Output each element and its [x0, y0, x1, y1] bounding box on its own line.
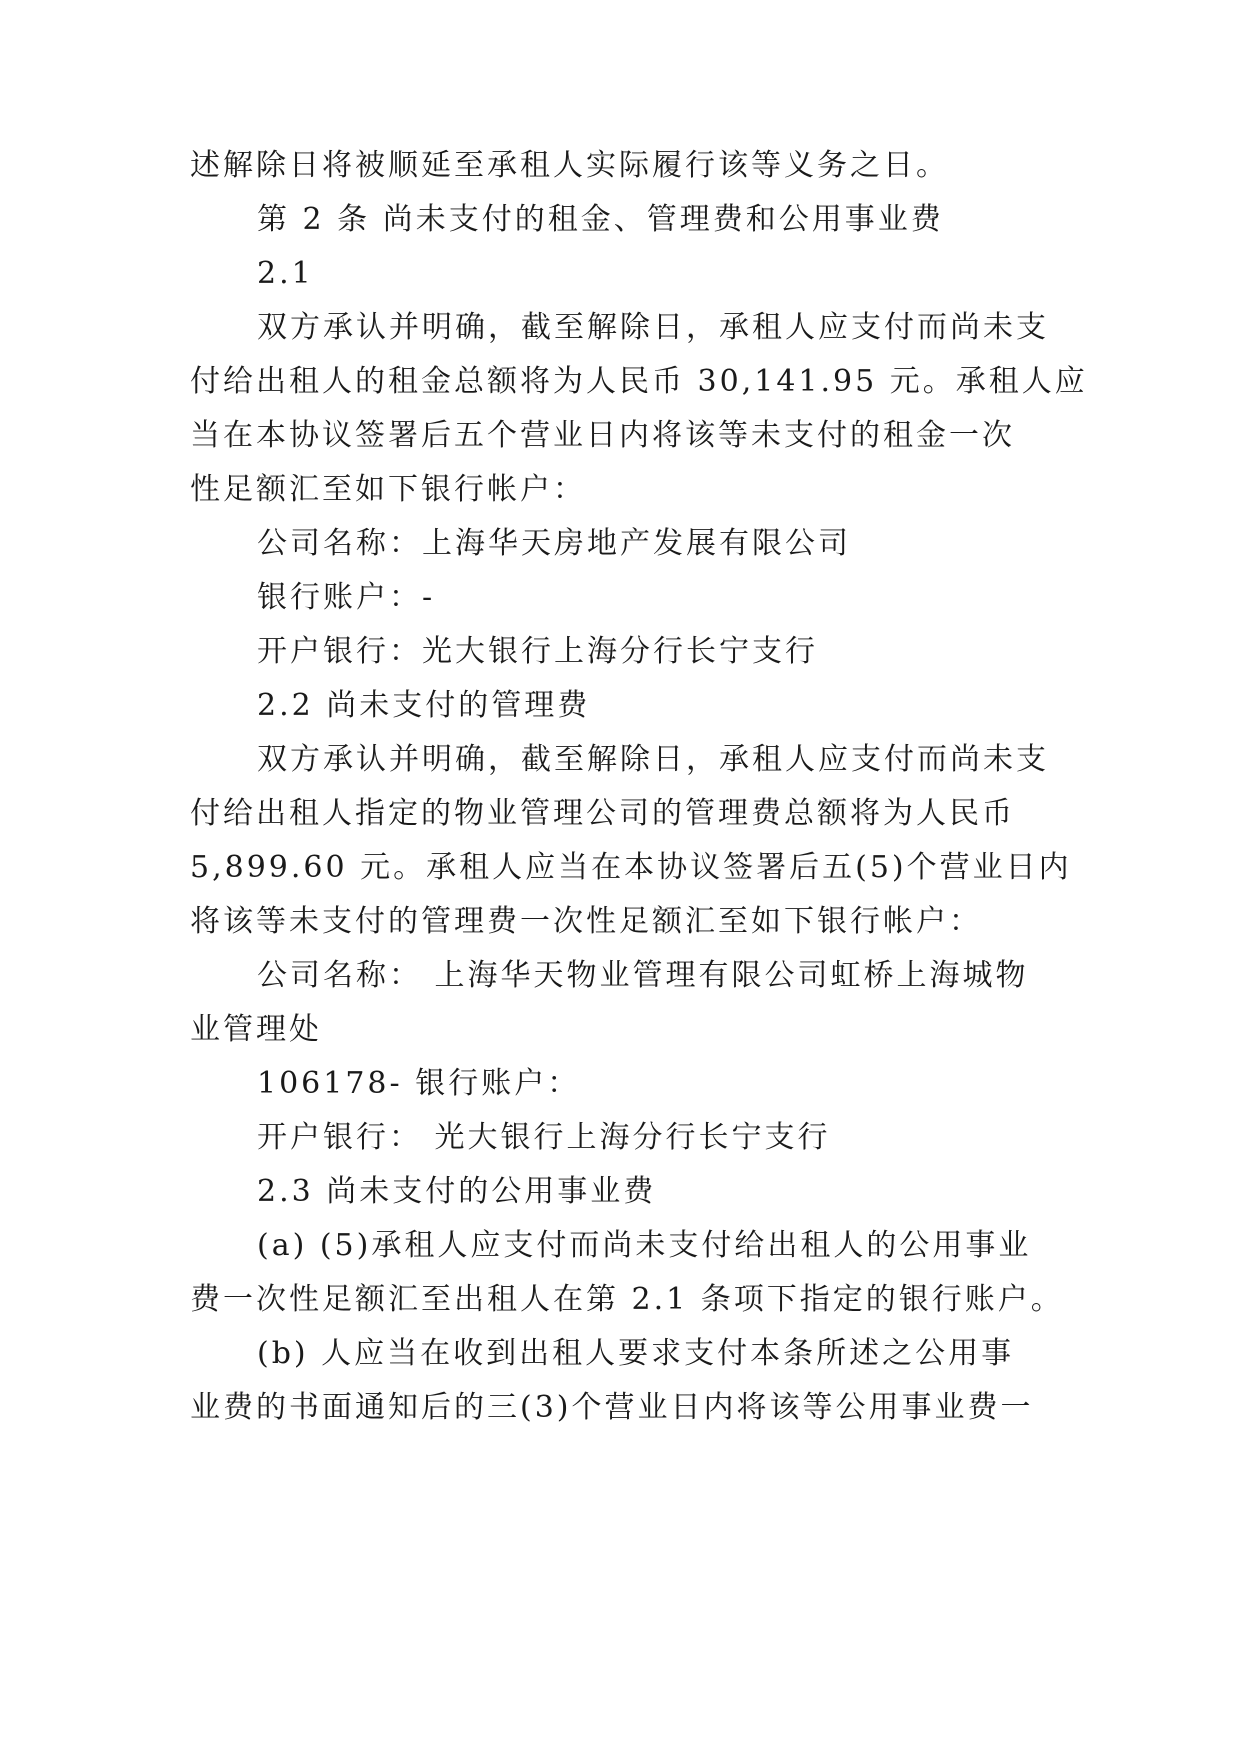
- section-2-3-heading: 2.3 尚未支付的公用事业费: [257, 1174, 657, 1209]
- text-line-24: 业费的书面通知后的三(3)个营业日内将该等公用事业费一: [190, 1390, 1034, 1425]
- text-line-1: 述解除日将被顺延至承租人实际履行该等义务之日。: [190, 148, 949, 183]
- text-line-4: 双方承认并明确，截至解除日，承租人应支付而尚未支: [257, 310, 1049, 345]
- text-line-22: 费一次性足额汇至出租人在第 2.1 条项下指定的银行账户。: [190, 1282, 1064, 1317]
- article-2-heading: 第 2 条 尚未支付的租金、管理费和公用事业费: [257, 202, 944, 237]
- company-name-line: 公司名称：上海华天房地产发展有限公司: [257, 526, 851, 561]
- text-line-14: 5,899.60 元。承租人应当在本协议签署后五(5)个营业日内: [190, 850, 1072, 885]
- bank-account-line: 银行账户：-: [257, 580, 436, 615]
- text-line-12: 双方承认并明确，截至解除日，承租人应支付而尚未支: [257, 742, 1049, 777]
- text-line-7: 性足额汇至如下银行帐户：: [190, 472, 586, 507]
- bank-account-line-2: 106178- 银行账户：: [257, 1066, 581, 1101]
- text-line-6: 当在本协议签署后五个营业日内将该等未支付的租金一次: [190, 418, 1015, 453]
- section-2-2-heading: 2.2 尚未支付的管理费: [257, 688, 591, 723]
- clause-a-line: (a) (5)承租人应支付而尚未支付给出租人的公用事业: [257, 1228, 1032, 1263]
- section-2-1-number: 2.1: [257, 256, 314, 291]
- text-line-5: 付给出租人的租金总额将为人民币 30,141.95 元。承租人应: [190, 364, 1088, 399]
- opening-bank-line: 开户银行：光大银行上海分行长宁支行: [257, 634, 818, 669]
- text-line-13: 付给出租人指定的物业管理公司的管理费总额将为人民币: [190, 796, 1015, 831]
- text-line-17: 业管理处: [190, 1012, 322, 1047]
- text-line-15: 将该等未支付的管理费一次性足额汇至如下银行帐户：: [190, 904, 982, 939]
- clause-b-line: (b) 人应当在收到出租人要求支付本条所述之公用事: [257, 1336, 1015, 1371]
- company-name-line-2: 公司名称： 上海华天物业管理有限公司虹桥上海城物: [257, 958, 1029, 993]
- opening-bank-line-2: 开户银行： 光大银行上海分行长宁支行: [257, 1120, 831, 1155]
